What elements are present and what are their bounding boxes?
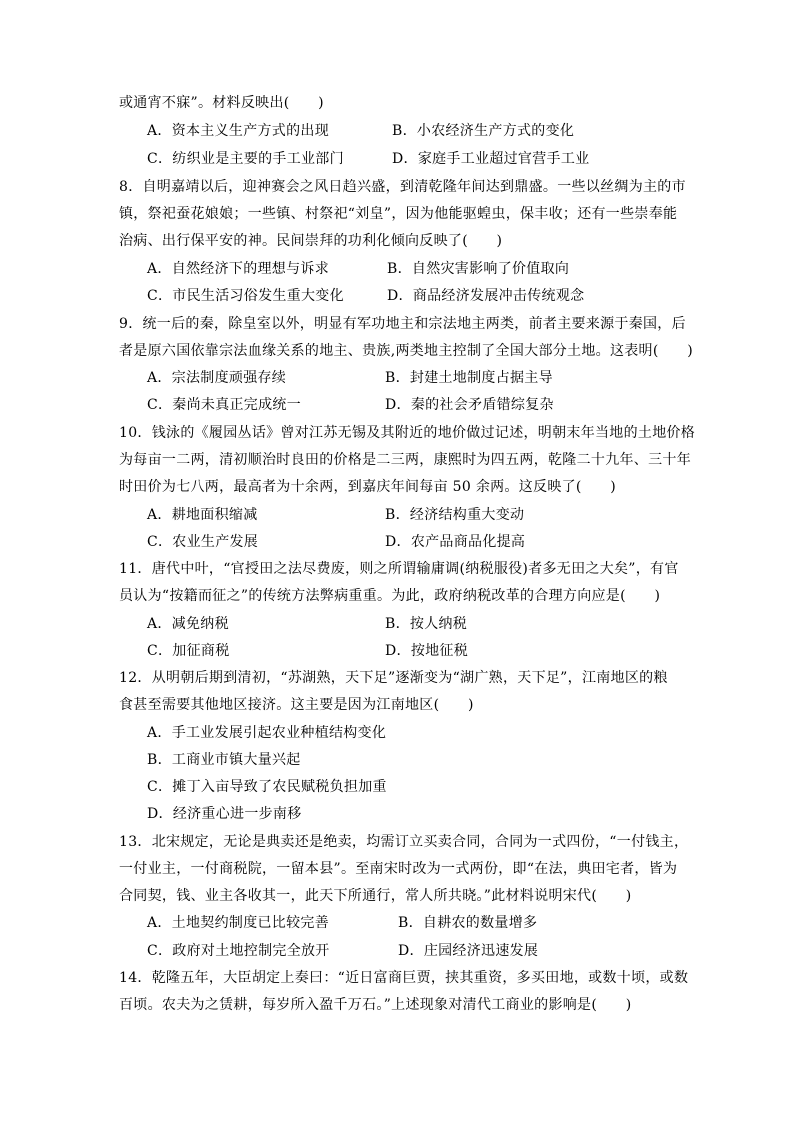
q12-stem-line-1: 12．从明朝后期到清初，“苏湖熟，天下足”逐渐变为“湖广熟，天下足”，江南地区的粮 [119,670,668,686]
q9-stem-line-1: 9．统一后的秦，除皇室以外，明显有军功地主和宗法地主两类，前者主要来源于秦国，后 [119,316,686,332]
q9-stem-line-2: 者是原六国依靠宗法血缘关系的地主、贵族,两类地主控制了全国大部分土地。这表明( ) [119,343,693,359]
q7-option-b: B．小农经济生产方式的变化 [392,123,575,139]
q10-stem-line-1: 10．钱泳的《履园丛话》曾对江苏无锡及其附近的地价做过记述，明朝末年当地的土地价格 [119,425,696,441]
q10-option-b: B．经济结构重大变动 [385,507,525,523]
q9-option-a: A．宗法制度顽强存续 [147,370,287,386]
q12-option-b: B．工商业市镇大量兴起 [147,752,301,768]
q11-stem-line-1: 11．唐代中叶，“官授田之法尽费废，则之所谓输庸调(纳税服役)者多无田之大矣”，有官 [119,561,679,577]
q8-option-b: B．自然灾害影响了价值取向 [387,261,570,277]
q12-option-c: C．摊丁入亩导致了农民赋税负担加重 [147,779,387,795]
q11-option-d: D．按地征税 [385,643,469,659]
q10-option-c: C．农业生产发展 [147,534,259,550]
q11-option-a: A．减免纳税 [147,616,229,632]
q11-stem-line-2: 员认为“按籍而征之”的传统方法弊病重重。为此，政府纳税改革的合理方向应是( ) [119,588,661,604]
q7-option-c: C．纺织业是主要的手工业部门 [147,151,344,167]
q10-option-d: D．农产品商品化提高 [385,534,526,550]
q8-option-c: C．市民生活习俗发生重大变化 [147,288,344,304]
q7-option-a: A．资本主义生产方式的出现 [147,123,330,139]
q7-option-d: D．家庭手工业超过官营手工业 [392,151,590,167]
q10-stem-line-3: 时田价为七八两，最高者为十余两，到嘉庆年间每亩 50 余两。这反映了( ) [119,479,617,495]
q12-option-d: D．经济重心进一步南移 [147,806,302,822]
q13-stem-line-1: 13．北宋规定，无论是典卖还是绝卖，均需订立买卖合同，合同为一式四份，“一付钱主， [119,834,689,850]
q14-stem-line-1: 14．乾隆五年，大臣胡定上奏曰：“近日富商巨贾，挟其重资，多买田地，或数十顷，或数 [119,970,689,986]
q12-option-a: A．手工业发展引起农业种植结构变化 [147,725,387,741]
q12-stem-line-2: 食甚至需要其他地区接济。这主要是因为江南地区( ) [119,697,474,713]
q13-option-d: D．庄园经济迅速发展 [398,943,539,959]
q8-option-d: D．商品经济发展冲击传统观念 [387,288,585,304]
q11-option-c: C．加征商税 [147,643,230,659]
q10-stem-line-2: 为每亩一二两，清初顺治时良田的价格是二三两，康熙时为四五两，乾隆二十九年、三十年 [119,452,691,468]
q13-option-a: A．土地契约制度已比较完善 [147,915,330,931]
q10-option-a: A．耕地面积缩减 [147,507,258,523]
q13-stem-line-2: 一付业主，一付商税院，一留本县”。至南宋时改为一式两份，即“在法，典田宅者，皆为 [119,861,678,877]
q8-stem-line-2: 镇，祭祀蚕花娘娘；一些镇、村祭祀“刘皇”，因为他能驱蝗虫，保丰收；还有一些崇奉能 [119,206,678,222]
q11-option-b: B．按人纳税 [385,616,468,632]
q7-stem-line: 或通宵不寐”。材料反映出( ) [119,95,324,111]
q13-stem-line-3: 合同契，钱、业主各收其一，此天下所通行，常人所共晓。”此材料说明宋代( ) [119,888,632,904]
q13-option-c: C．政府对土地控制完全放开 [147,943,330,959]
q14-stem-line-2: 百顷。农夫为之赁耕，每岁所入盈千万石。”上述现象对清代工商业的影响是( ) [119,997,632,1013]
q9-option-d: D．秦的社会矛盾错综复杂 [385,397,554,413]
q9-option-c: C．秦尚未真正完成统一 [147,397,302,413]
q8-option-a: A．自然经济下的理想与诉求 [147,261,330,277]
q8-stem-line-3: 治病、出行保平安的神。民间崇拜的功利化倾向反映了( ) [119,233,503,249]
q9-option-b: B．封建土地制度占据主导 [385,370,553,386]
q8-stem-line-1: 8．自明嘉靖以后，迎神赛会之风日趋兴盛，到清乾隆年间达到鼎盛。一些以丝绸为主的市 [119,179,686,195]
q13-option-b: B．自耕农的数量增多 [398,915,538,931]
